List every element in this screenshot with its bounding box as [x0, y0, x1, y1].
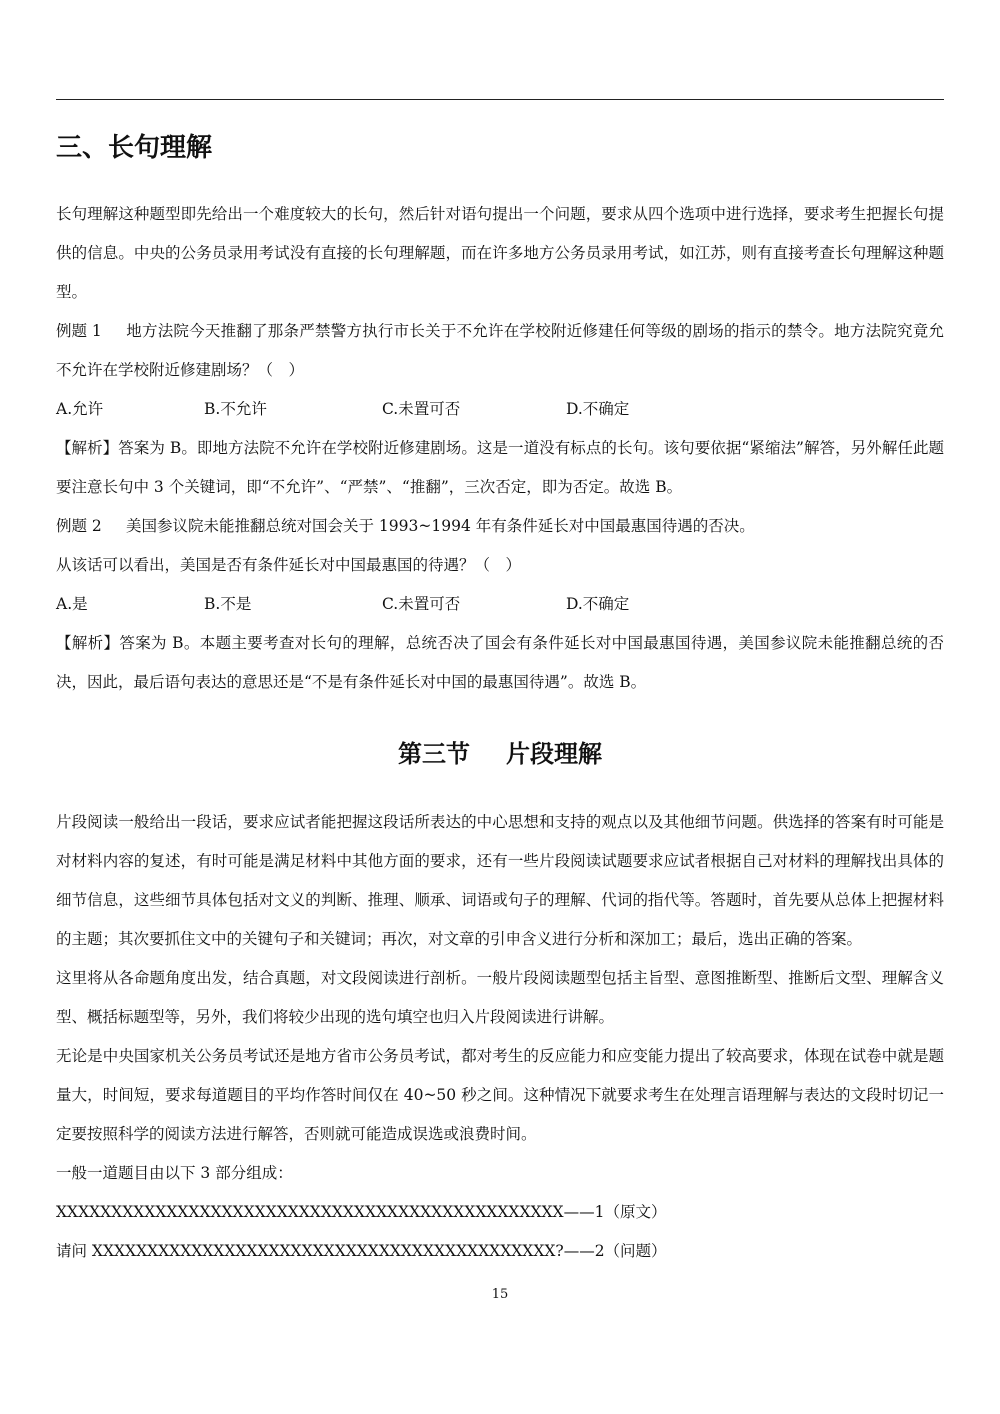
structure-line-original: XXXXXXXXXXXXXXXXXXXXXXXXXXXXXXXXXXXXXXXXXXXXXX——1（原文） — [56, 1203, 667, 1221]
example2-option-a: A.是 — [56, 595, 88, 613]
chapter-heading-number: 第三节 — [398, 740, 470, 768]
example2-options — [56, 585, 944, 624]
example1-label: 例题 1 — [56, 322, 102, 340]
example2-analysis: 【解析】答案为 B。本题主要考查对长句的理解，总统否决了国会有条件延长对中国最惠国待遇，美国参议院未能推翻总统的否决，因此，最后语句表达的意思还是“不是有条件延长对中国的最惠国待遇”。故选 B。 — [56, 634, 944, 691]
example1-analysis: 【解析】答案为 B。即地方法院不允许在学校附近修建剧场。这是一道没有标点的长句。该句要依据“紧缩法”解答，另外解任此题要注意长句中 3 个关键词，即“不允许”、“严禁”、“推翻”，三次否定，即为否定。故选 B。 — [56, 439, 944, 496]
paragraph-overview: 片段阅读一般给出一段话，要求应试者能把握这段话所表达的中心思想和支持的观点以及其他细节问题。供选择的答案有时可能是对材料内容的复述，有时可能是满足材料中其他方面的要求，还有一些片段阅读试题要求应试者根据自己对材料的理解找出具体的细节信息，这些细节具体包括对文义的判断、推理、顺承、词语或句子的理解、代词的指代等。答题时，首先要从总体上把握材料的主题；其次要抓住文中的关键句子和关键词；再次，对文章的引申含义进行分析和深加工；最后，选出正确的答案。 — [56, 813, 944, 948]
example2-question-followup: 从该话可以看出，美国是否有条件延长对中国最惠国的待遇？（ ） — [56, 556, 522, 574]
example1-option-b: B.不允许 — [204, 400, 267, 418]
chapter-heading-title: 片段理解 — [506, 740, 602, 768]
intro-paragraph: 长句理解这种题型即先给出一个难度较大的长句，然后针对语句提出一个问题，要求从四个选项中进行选择，要求考生把握长句提供的信息。中央的公务员录用考试没有直接的长句理解题，而在许多地方公务员录用考试，如江苏，则有直接考查长句理解这种题型。 — [56, 205, 944, 301]
example1-option-a: A.允许 — [56, 400, 104, 418]
example2-label: 例题 2 — [56, 517, 102, 535]
paragraph-types: 这里将从各命题角度出发，结合真题，对文段阅读进行剖析。一般片段阅读题型包括主旨型、意图推断型、推断后文型、理解含义型、概括标题型等，另外，我们将较少出现的选句填空也归入片段阅读进行讲解。 — [56, 969, 944, 1026]
paragraph-structure-intro: 一般一道题目由以下 3 部分组成： — [56, 1164, 293, 1182]
chapter-heading — [0, 736, 1000, 772]
chapter-body — [56, 803, 944, 1271]
structure-line-question: 请问 XXXXXXXXXXXXXXXXXXXXXXXXXXXXXXXXXXXXXXXXXX?——2（问题） — [56, 1242, 667, 1260]
example1-question — [56, 312, 944, 390]
header-rule — [56, 99, 944, 100]
example2-option-d: D.不确定 — [566, 595, 630, 613]
example1-option-c: C.未置可否 — [382, 400, 461, 418]
example2-option-c: C.未置可否 — [382, 595, 461, 613]
paragraph-strategy: 无论是中央国家机关公务员考试还是地方省市公务员考试，都对考生的反应能力和应变能力提出了较高要求，体现在试卷中就是题量大，时间短，要求每道题目的平均作答时间仅在 40~50 秒之间。这种情况下就要求考生在处理言语理解与表达的文段时切记一定要按照科学的阅读方法进行解答，否则就可能造成误选或浪费时间。 — [56, 1047, 944, 1143]
example1-question-text: 地方法院今天推翻了那条严禁警方执行市长关于不允许在学校附近修建任何等级的剧场的指示的禁令。地方法院究竟允不允许在学校附近修建剧场？（ ） — [56, 322, 944, 379]
example1-option-d: D.不确定 — [566, 400, 630, 418]
example1-options — [56, 390, 944, 429]
page-number: 15 — [491, 1287, 509, 1302]
example2-option-b: B.不是 — [204, 595, 252, 613]
section-heading: 三、长句理解 — [56, 133, 213, 163]
section-body — [56, 195, 944, 702]
example2-question-text: 美国参议院未能推翻总统对国会关于 1993~1994 年有条件延长对中国最惠国待遇的否决。 — [126, 517, 755, 535]
example2-question — [56, 507, 944, 546]
